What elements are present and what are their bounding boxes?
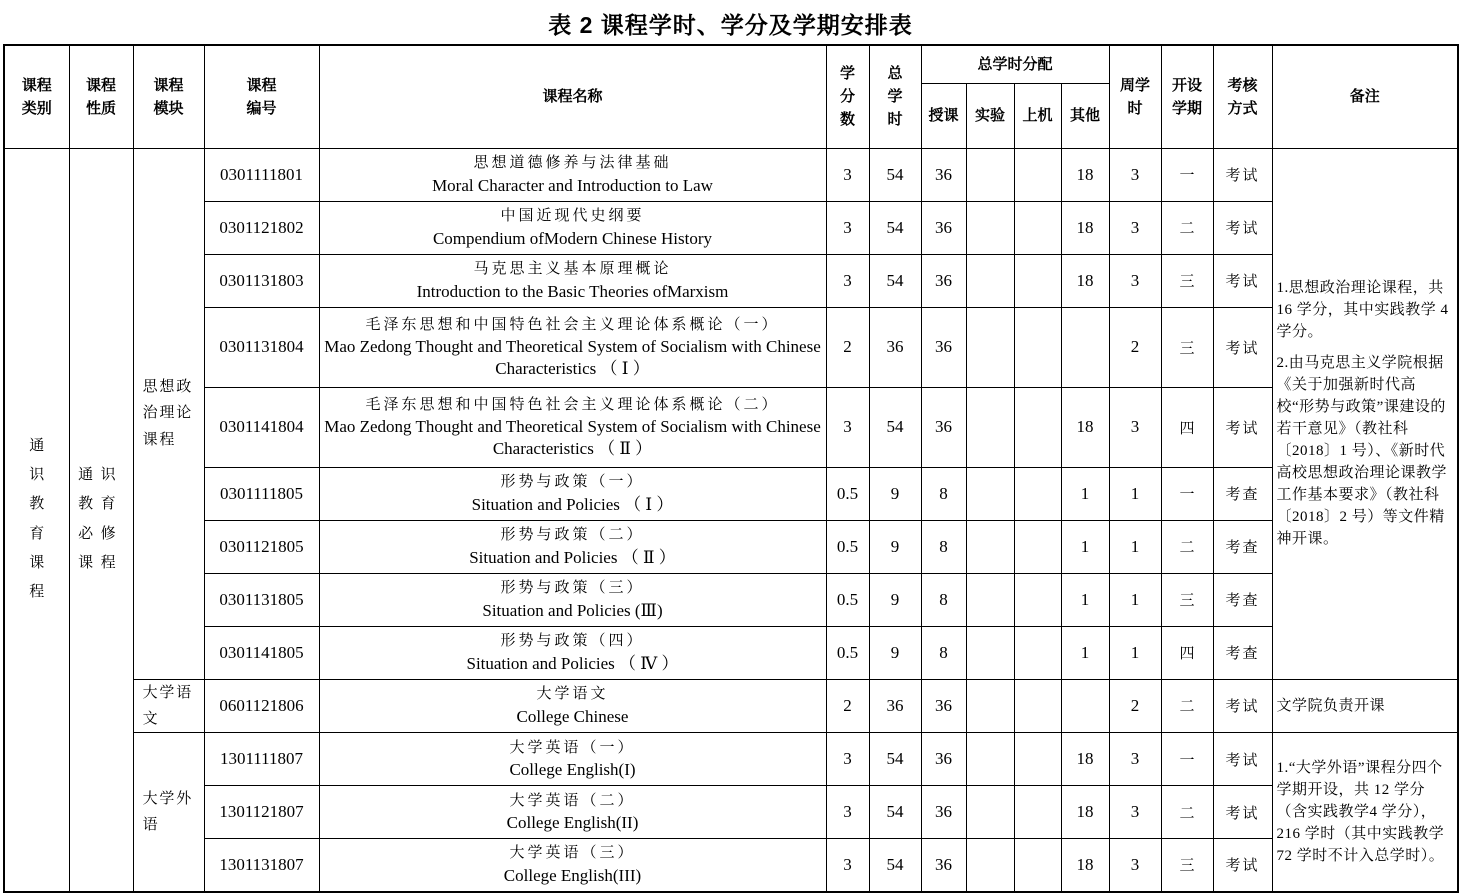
course-name-cell — [319, 573, 826, 626]
course-code: 0601121806 — [204, 679, 319, 733]
table-row — [4, 254, 1458, 307]
lecture-hours-value: 36 — [921, 679, 966, 733]
table-row — [4, 573, 1458, 626]
total-hours-value: 9 — [869, 573, 921, 626]
table-row — [4, 387, 1458, 467]
computer-hours-value — [1014, 201, 1061, 254]
remark-politics: 1.思想政治理论课程，共 16 学分，其中实践教学 4 学分。 2.由马克思主义学院根据《关于加强新时代高校“形势与政策”课建设的若干意见》（教社科〔2018〕1 号）、《新时代高校思想政治理论课教学工作基本要求》（教社科〔2018〕2 号）等文件精神开课。 — [1272, 148, 1458, 679]
course-name-en: Mao Zedong Thought and Theoretical System of Socialism with Chinese Characteristics （ Ⅱ ） — [324, 417, 821, 459]
assessment-value: 考试 — [1213, 148, 1272, 201]
credits-value: 3 — [826, 839, 869, 892]
computer-hours-value — [1014, 839, 1061, 892]
course-name-zh: 毛泽东思想和中国特色社会主义理论体系概论（二） — [365, 396, 780, 413]
credits-value: 3 — [826, 387, 869, 467]
header-total-hours: 总学时 — [869, 45, 921, 148]
table-row — [4, 733, 1458, 786]
course-code: 0301131805 — [204, 573, 319, 626]
course-code: 1301111807 — [204, 733, 319, 786]
assessment-value: 考试 — [1213, 254, 1272, 307]
course-schedule-table — [3, 44, 1459, 893]
lecture-hours-value: 8 — [921, 573, 966, 626]
other-hours-value: 1 — [1061, 573, 1109, 626]
weekly-hours-value: 3 — [1109, 148, 1161, 201]
semester-value: 三 — [1161, 307, 1213, 387]
header-assessment: 考核方式 — [1213, 45, 1272, 148]
assessment-value: 考查 — [1213, 573, 1272, 626]
weekly-hours-value: 3 — [1109, 786, 1161, 839]
other-hours-value: 1 — [1061, 626, 1109, 679]
course-name-en: College English(III) — [503, 865, 642, 885]
credits-value: 3 — [826, 201, 869, 254]
header-remarks: 备注 — [1272, 45, 1458, 148]
experiment-hours-value — [966, 148, 1014, 201]
computer-hours-value — [1014, 148, 1061, 201]
weekly-hours-value: 3 — [1109, 733, 1161, 786]
semester-value: 二 — [1161, 520, 1213, 573]
table-row — [4, 148, 1458, 201]
table-row — [4, 201, 1458, 254]
header-category: 课程类别 — [4, 45, 69, 148]
header-course-name: 课程名称 — [319, 45, 826, 148]
other-hours-value: 18 — [1061, 254, 1109, 307]
assessment-value: 考试 — [1213, 679, 1272, 733]
header-other: 其他 — [1061, 83, 1109, 148]
experiment-hours-value — [966, 573, 1014, 626]
computer-hours-value — [1014, 520, 1061, 573]
semester-value: 四 — [1161, 626, 1213, 679]
semester-value: 一 — [1161, 733, 1213, 786]
semester-value: 一 — [1161, 148, 1213, 201]
lecture-hours-value: 36 — [921, 148, 966, 201]
total-hours-value: 54 — [869, 733, 921, 786]
computer-hours-value — [1014, 387, 1061, 467]
lecture-hours-value: 36 — [921, 307, 966, 387]
experiment-hours-value — [966, 839, 1014, 892]
other-hours-value: 1 — [1061, 467, 1109, 520]
module-chinese-cell: 大学语文 — [133, 679, 204, 733]
header-credits: 学分数 — [826, 45, 869, 148]
other-hours-value: 18 — [1061, 733, 1109, 786]
course-name-cell — [319, 786, 826, 839]
course-name-en: College Chinese — [516, 706, 629, 726]
other-hours-value: 18 — [1061, 201, 1109, 254]
header-hours-distribution: 总学时分配 — [921, 45, 1109, 83]
header-computer: 上机 — [1014, 83, 1061, 148]
total-hours-value: 54 — [869, 254, 921, 307]
lecture-hours-value: 8 — [921, 626, 966, 679]
computer-hours-value — [1014, 679, 1061, 733]
other-hours-value: 18 — [1061, 839, 1109, 892]
weekly-hours-value: 1 — [1109, 520, 1161, 573]
course-name-zh: 形势与政策（二） — [500, 527, 645, 544]
header-code: 课程编号 — [204, 45, 319, 148]
experiment-hours-value — [966, 307, 1014, 387]
table-row — [4, 520, 1458, 573]
course-name-en: College English(II) — [506, 813, 639, 833]
header-nature: 课程性质 — [69, 45, 133, 148]
credits-value: 0.5 — [826, 573, 869, 626]
experiment-hours-value — [966, 254, 1014, 307]
credits-value: 3 — [826, 733, 869, 786]
table-row — [4, 679, 1458, 733]
assessment-value: 考试 — [1213, 387, 1272, 467]
course-name-zh: 大学英语（二） — [509, 792, 636, 809]
total-hours-value: 54 — [869, 786, 921, 839]
computer-hours-value — [1014, 467, 1061, 520]
weekly-hours-value: 3 — [1109, 387, 1161, 467]
computer-hours-value — [1014, 254, 1061, 307]
credits-value: 2 — [826, 679, 869, 733]
weekly-hours-value: 3 — [1109, 201, 1161, 254]
experiment-hours-value — [966, 679, 1014, 733]
credits-value: 3 — [826, 254, 869, 307]
weekly-hours-value: 1 — [1109, 573, 1161, 626]
lecture-hours-value: 36 — [921, 786, 966, 839]
credits-value: 0.5 — [826, 467, 869, 520]
course-name-zh: 形势与政策（一） — [500, 474, 645, 491]
weekly-hours-value: 3 — [1109, 839, 1161, 892]
course-name-en: Situation and Policies （ Ⅱ ） — [469, 547, 676, 567]
total-hours-value: 54 — [869, 839, 921, 892]
course-code: 0301131804 — [204, 307, 319, 387]
semester-value: 四 — [1161, 387, 1213, 467]
experiment-hours-value — [966, 626, 1014, 679]
header-module: 课程模块 — [133, 45, 204, 148]
semester-value: 三 — [1161, 254, 1213, 307]
course-name-cell — [319, 626, 826, 679]
lecture-hours-value: 36 — [921, 387, 966, 467]
other-hours-value: 18 — [1061, 387, 1109, 467]
other-hours-value: 18 — [1061, 148, 1109, 201]
semester-value: 二 — [1161, 786, 1213, 839]
assessment-value: 考查 — [1213, 626, 1272, 679]
weekly-hours-value: 2 — [1109, 679, 1161, 733]
course-name-zh: 毛泽东思想和中国特色社会主义理论体系概论（一） — [365, 316, 780, 333]
computer-hours-value — [1014, 626, 1061, 679]
header-weekly-hours: 周学时 — [1109, 45, 1161, 148]
course-name-zh: 马克思主义基本原理概论 — [473, 261, 672, 278]
semester-value: 二 — [1161, 679, 1213, 733]
course-name-cell — [319, 520, 826, 573]
module-politics-cell: 思想政治理论课程 — [133, 148, 204, 679]
semester-value: 二 — [1161, 201, 1213, 254]
table-row — [4, 786, 1458, 839]
assessment-value: 考查 — [1213, 467, 1272, 520]
course-name-zh: 形势与政策（四） — [500, 633, 645, 650]
course-name-cell — [319, 307, 826, 387]
assessment-value: 考查 — [1213, 520, 1272, 573]
assessment-value: 考试 — [1213, 839, 1272, 892]
course-code: 0301121805 — [204, 520, 319, 573]
category-cell: 通识教育课程 — [4, 148, 69, 892]
table-row — [4, 839, 1458, 892]
course-name-zh: 大学英语（一） — [509, 739, 636, 756]
total-hours-value: 9 — [869, 520, 921, 573]
course-code: 0301121802 — [204, 201, 319, 254]
course-name-en: Situation and Policies （ Ⅳ ） — [466, 653, 679, 673]
course-name-cell — [319, 201, 826, 254]
course-code: 0301141804 — [204, 387, 319, 467]
remark-chinese: 文学院负责开课 — [1272, 679, 1458, 733]
computer-hours-value — [1014, 573, 1061, 626]
lecture-hours-value: 36 — [921, 733, 966, 786]
course-name-en: Mao Zedong Thought and Theoretical System of Socialism with Chinese Characteristics （ Ⅰ ） — [324, 337, 821, 379]
course-name-cell — [319, 679, 826, 733]
table-row — [4, 626, 1458, 679]
course-code: 0301111801 — [204, 148, 319, 201]
course-code: 1301121807 — [204, 786, 319, 839]
weekly-hours-value: 1 — [1109, 626, 1161, 679]
course-name-en: Compendium ofModern Chinese History — [432, 228, 713, 248]
course-name-cell — [319, 839, 826, 892]
total-hours-value: 9 — [869, 467, 921, 520]
lecture-hours-value: 36 — [921, 254, 966, 307]
course-name-en: Situation and Policies （ Ⅰ ） — [471, 494, 674, 514]
page-title: 表 2 课程学时、学分及学期安排表 — [548, 12, 913, 38]
computer-hours-value — [1014, 733, 1061, 786]
course-name-en: Introduction to the Basic Theories ofMarxism — [416, 281, 729, 301]
course-name-cell — [319, 148, 826, 201]
computer-hours-value — [1014, 786, 1061, 839]
experiment-hours-value — [966, 786, 1014, 839]
table-row — [4, 307, 1458, 387]
course-name-en: Moral Character and Introduction to Law — [432, 175, 713, 195]
semester-value: 三 — [1161, 573, 1213, 626]
weekly-hours-value: 2 — [1109, 307, 1161, 387]
remark-english: 1.“大学外语”课程分四个学期开设，共 12 学分（含实践教学4 学分），216 学时（其中实践教学 72 学时不计入总学时）。 — [1272, 733, 1458, 892]
course-name-cell — [319, 254, 826, 307]
lecture-hours-value: 36 — [921, 201, 966, 254]
credits-value: 3 — [826, 148, 869, 201]
assessment-value: 考试 — [1213, 201, 1272, 254]
assessment-value: 考试 — [1213, 733, 1272, 786]
experiment-hours-value — [966, 387, 1014, 467]
experiment-hours-value — [966, 467, 1014, 520]
total-hours-value: 54 — [869, 148, 921, 201]
course-code: 0301141805 — [204, 626, 319, 679]
table-row — [4, 467, 1458, 520]
credits-value: 3 — [826, 786, 869, 839]
other-hours-value: 18 — [1061, 786, 1109, 839]
assessment-value: 考试 — [1213, 786, 1272, 839]
course-name-zh: 思想道德修养与法律基础 — [473, 155, 672, 172]
semester-value: 一 — [1161, 467, 1213, 520]
total-hours-value: 54 — [869, 201, 921, 254]
computer-hours-value — [1014, 307, 1061, 387]
course-code: 0301111805 — [204, 467, 319, 520]
header-lecture: 授课 — [921, 83, 966, 148]
total-hours-value: 36 — [869, 307, 921, 387]
header-experiment: 实验 — [966, 83, 1014, 148]
lecture-hours-value: 36 — [921, 839, 966, 892]
module-foreign-language-cell: 大学外语 — [133, 733, 204, 892]
header-semester: 开设学期 — [1161, 45, 1213, 148]
course-name-zh: 大学英语（三） — [509, 845, 636, 862]
experiment-hours-value — [966, 733, 1014, 786]
course-name-cell — [319, 733, 826, 786]
course-code: 0301131803 — [204, 254, 319, 307]
course-name-en: Situation and Policies (Ⅲ) — [482, 600, 663, 620]
experiment-hours-value — [966, 520, 1014, 573]
course-name-zh: 形势与政策（三） — [500, 580, 645, 597]
credits-value: 2 — [826, 307, 869, 387]
other-hours-value — [1061, 679, 1109, 733]
other-hours-value — [1061, 307, 1109, 387]
experiment-hours-value — [966, 201, 1014, 254]
other-hours-value: 1 — [1061, 520, 1109, 573]
course-name-cell — [319, 387, 826, 467]
course-name-zh: 大学语文 — [536, 686, 609, 703]
total-hours-value: 36 — [869, 679, 921, 733]
course-name-en: College English(I) — [509, 760, 636, 780]
nature-cell: 通识教育必修课程 — [69, 148, 133, 892]
weekly-hours-value: 1 — [1109, 467, 1161, 520]
course-name-cell — [319, 467, 826, 520]
total-hours-value: 9 — [869, 626, 921, 679]
lecture-hours-value: 8 — [921, 520, 966, 573]
credits-value: 0.5 — [826, 520, 869, 573]
semester-value: 三 — [1161, 839, 1213, 892]
total-hours-value: 54 — [869, 387, 921, 467]
lecture-hours-value: 8 — [921, 467, 966, 520]
assessment-value: 考试 — [1213, 307, 1272, 387]
weekly-hours-value: 3 — [1109, 254, 1161, 307]
course-code: 1301131807 — [204, 839, 319, 892]
course-name-zh: 中国近现代史纲要 — [500, 208, 645, 225]
credits-value: 0.5 — [826, 626, 869, 679]
